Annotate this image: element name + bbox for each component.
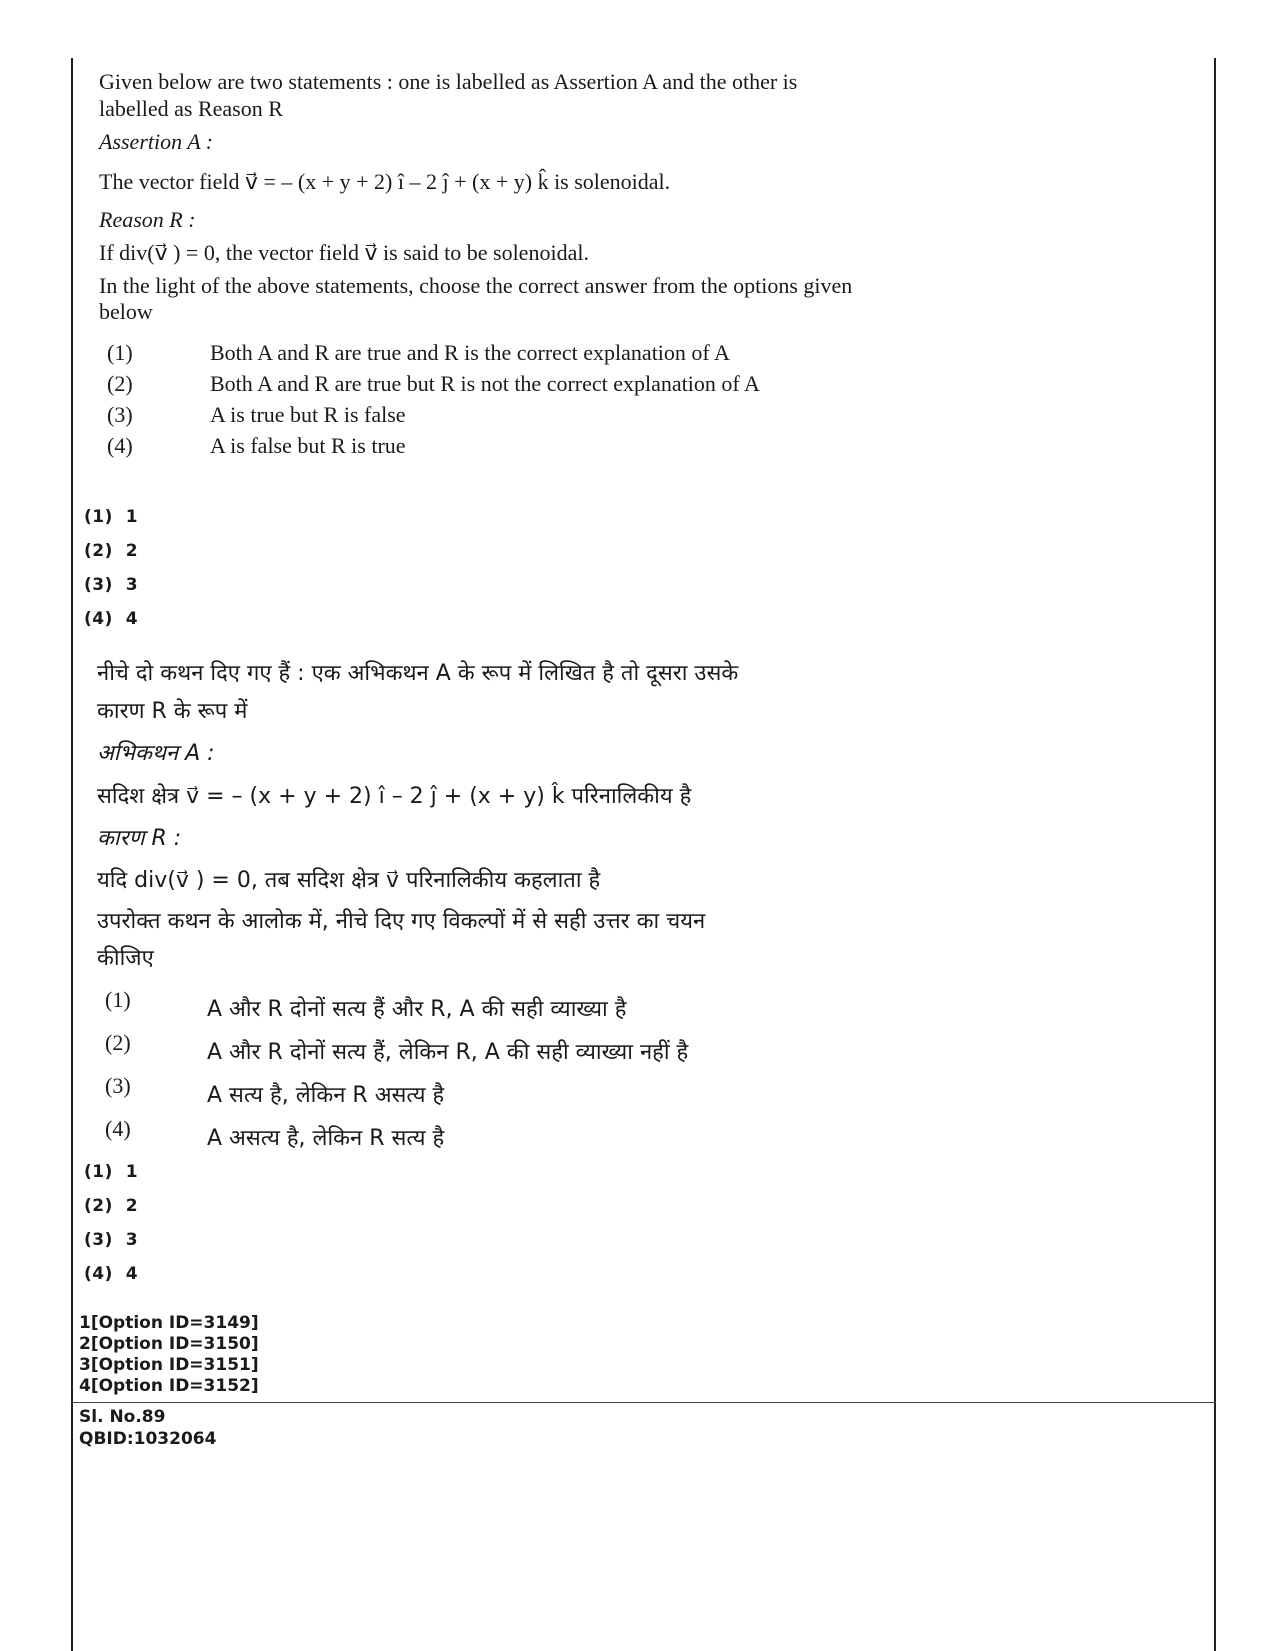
- intro-line-1: Given below are two statements : one is labelled as Assertion A and the other is: [99, 69, 798, 94]
- answer-choice[interactable]: (2) 2: [84, 541, 139, 561]
- option-id-2: 2[Option ID=3150]: [79, 1334, 259, 1354]
- intro-line-2: labelled as Reason R: [99, 96, 283, 121]
- option-number: (3): [107, 402, 133, 427]
- right-border: [1214, 58, 1216, 1651]
- hindi-option-number: (2): [105, 1030, 131, 1055]
- option-id-3: 3[Option ID=3151]: [79, 1355, 259, 1375]
- hindi-answer-choice[interactable]: (1) 1: [84, 1162, 139, 1182]
- option-number: (1): [107, 340, 133, 365]
- hindi-option-text: A सत्य है, लेकिन R असत्य है: [207, 1083, 445, 1108]
- hindi-assertion-label: अभिकथन A :: [97, 741, 215, 766]
- hindi-option-text: A असत्य है, लेकिन R सत्य है: [207, 1126, 445, 1151]
- left-border: [71, 58, 73, 1651]
- answer-choice[interactable]: (3) 3: [84, 575, 139, 595]
- assertion-label: Assertion A :: [99, 129, 214, 154]
- option-text: A is false but R is true: [210, 433, 406, 458]
- answer-choice[interactable]: (4) 4: [84, 609, 139, 629]
- option-text: Both A and R are true but R is not the correct explanation of A: [210, 371, 760, 396]
- answer-choice[interactable]: (1) 1: [84, 507, 139, 527]
- hindi-instruction-line-2: कीजिए: [97, 946, 154, 971]
- reason-label: Reason R :: [99, 207, 196, 232]
- reason-text: If div(v⃗ ) = 0, the vector field v⃗ is said to be solenoidal.: [99, 240, 589, 265]
- hindi-option-text: A और R दोनों सत्य हैं, लेकिन R, A की सही व्याख्या नहीं है: [207, 1040, 689, 1065]
- option-id-1: 1[Option ID=3149]: [79, 1313, 259, 1333]
- option-number: (4): [107, 433, 133, 458]
- option-text: Both A and R are true and R is the correct explanation of A: [210, 340, 730, 365]
- option-id-4: 4[Option ID=3152]: [79, 1376, 259, 1396]
- hindi-option-text: A और R दोनों सत्य हैं और R, A की सही व्याख्या है: [207, 997, 627, 1022]
- instruction-line-2: below: [99, 299, 153, 324]
- instruction-line-1: In the light of the above statements, choose the correct answer from the options given: [99, 273, 853, 298]
- serial-number: Sl. No.89: [79, 1407, 166, 1427]
- option-text: A is true but R is false: [210, 402, 406, 427]
- hindi-option-number: (4): [105, 1116, 131, 1141]
- hindi-reason-text: यदि div(v⃗ ) = 0, तब सदिश क्षेत्र v⃗ परिनालिकीय कहलाता है: [97, 868, 601, 893]
- hindi-answer-choice[interactable]: (4) 4: [84, 1264, 139, 1284]
- hindi-answer-choice[interactable]: (3) 3: [84, 1230, 139, 1250]
- option-number: (2): [107, 371, 133, 396]
- hindi-instruction-line-1: उपरोक्त कथन के आलोक में, नीचे दिए गए विकल्पों में से सही उत्तर का चयन: [97, 909, 706, 934]
- section-divider: [71, 1402, 1216, 1403]
- hindi-option-number: (1): [105, 987, 131, 1012]
- question-bank-id: QBID:1032064: [79, 1429, 217, 1449]
- hindi-option-number: (3): [105, 1073, 131, 1098]
- hindi-intro-line-1: नीचे दो कथन दिए गए हैं : एक अभिकथन A के रूप में लिखित है तो दूसरा उसके: [97, 661, 739, 686]
- hindi-reason-label: कारण R :: [97, 826, 182, 851]
- hindi-assertion-text: सदिश क्षेत्र v⃗ = – (x + y + 2) î – 2 ĵ + (x + y) k̂ परिनालिकीय है: [97, 784, 692, 809]
- hindi-answer-choice[interactable]: (2) 2: [84, 1196, 139, 1216]
- hindi-intro-line-2: कारण R के रूप में: [97, 699, 248, 724]
- assertion-text: The vector field v⃗ = – (x + y + 2) î – 2 ĵ + (x + y) k̂ is solenoidal.: [99, 169, 671, 194]
